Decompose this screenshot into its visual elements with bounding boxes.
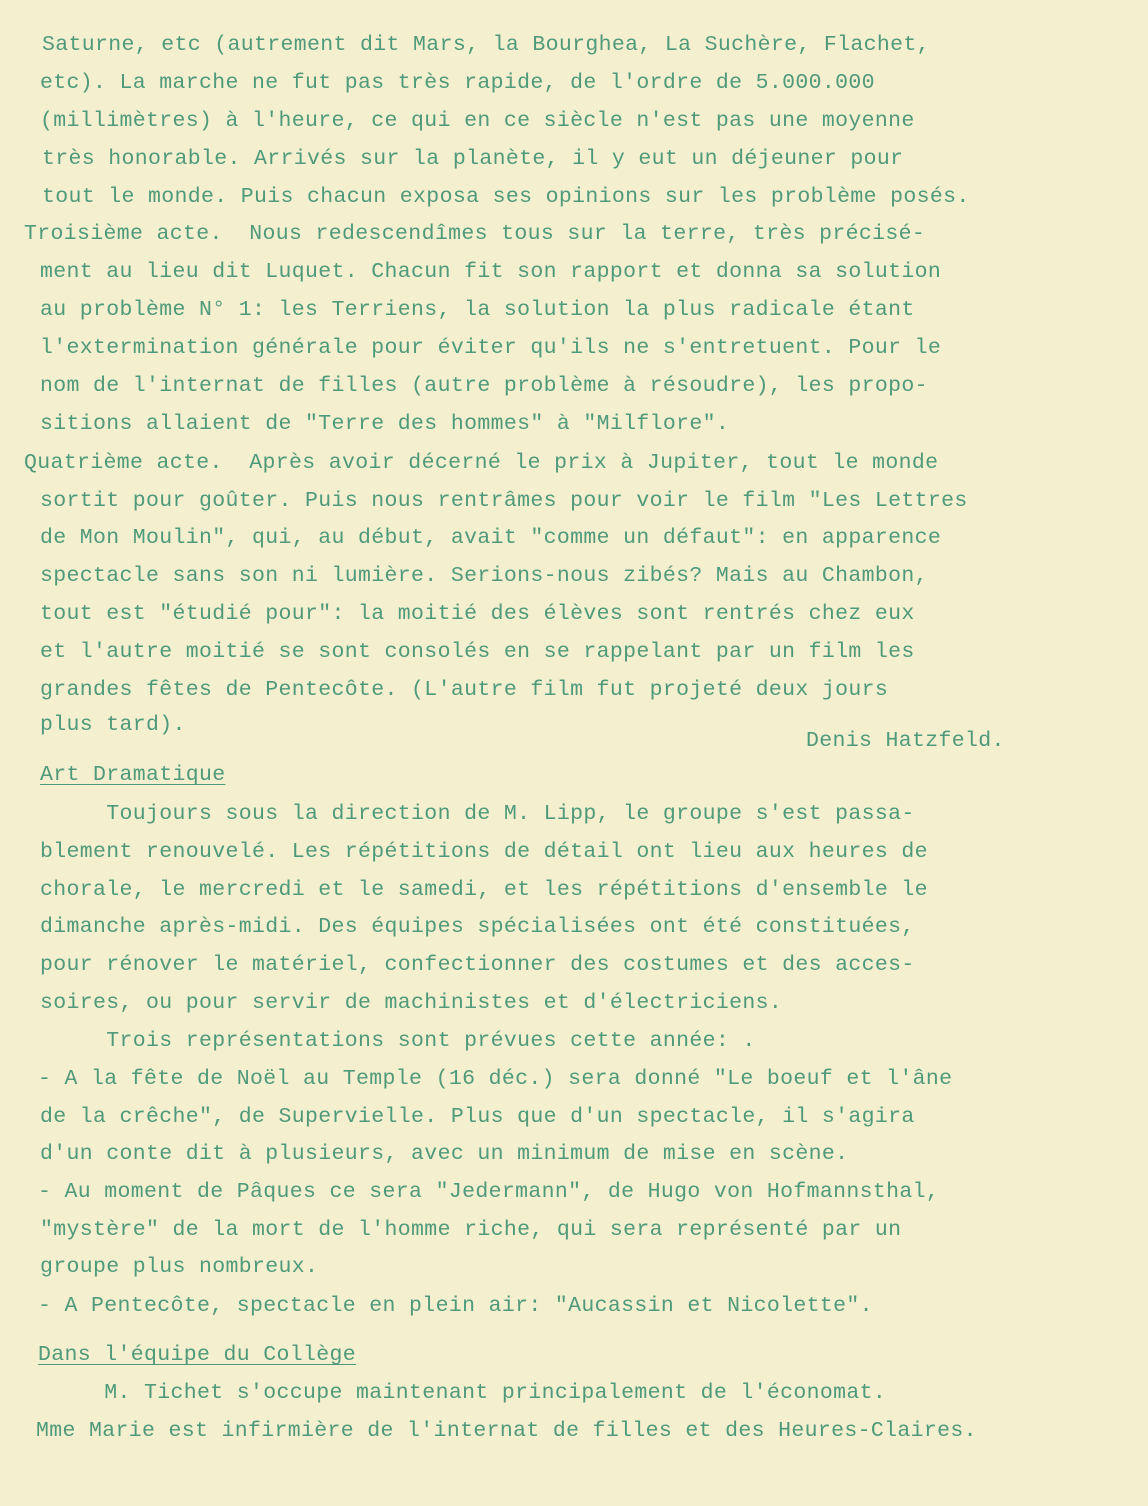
text-line: - A Pentecôte, spectacle en plein air: "Aucassin et Nicolette". <box>38 1294 873 1318</box>
text-line: Quatrième acte. Après avoir décerné le prix à Jupiter, tout le monde <box>24 451 939 475</box>
text-line: blement renouvelé. Les répétitions de détail ont lieu aux heures de <box>40 840 928 864</box>
text-line: de Mon Moulin", qui, au début, avait "comme un défaut": en apparence <box>40 526 942 550</box>
section-heading-equipe: Dans l'équipe du Collège <box>38 1343 357 1367</box>
text-line: très honorable. Arrivés sur la planète, il y eut un déjeuner pour <box>42 147 904 171</box>
text-line: dimanche après-midi. Des équipes spécialisées ont été constituées, <box>40 915 915 939</box>
text-line: (millimètres) à l'heure, ce qui en ce siècle n'est pas une moyenne <box>40 109 915 133</box>
signature: Denis Hatzfeld. <box>806 729 1005 753</box>
text-line: sortit pour goûter. Puis nous rentrâmes pour voir le film "Les Lettres <box>40 489 968 513</box>
text-line: - Au moment de Pâques ce sera "Jedermann", de Hugo von Hofmannsthal, <box>38 1180 940 1204</box>
text-line: Troisième acte. Nous redescendîmes tous sur la terre, très précisé- <box>24 222 926 246</box>
text-line: spectacle sans son ni lumière. Serions-nous zibés? Mais au Chambon, <box>40 564 928 588</box>
text-line: grandes fêtes de Pentecôte. (L'autre film fut projeté deux jours <box>40 678 889 702</box>
text-line: nom de l'internat de filles (autre problème à résoudre), les propo- <box>40 374 928 398</box>
text-line: chorale, le mercredi et le samedi, et les répétitions d'ensemble le <box>40 878 928 902</box>
text-line: au problème N° 1: les Terriens, la solution la plus radicale étant <box>40 298 915 322</box>
text-line: ment au lieu dit Luquet. Chacun fit son rapport et donna sa solution <box>40 260 942 284</box>
text-line: - A la fête de Noël au Temple (16 déc.) sera donné "Le boeuf et l'âne <box>38 1067 953 1091</box>
text-line: Saturne, etc (autrement dit Mars, la Bourghea, La Suchère, Flachet, <box>42 33 930 57</box>
text-line: tout est "étudié pour": la moitié des élèves sont rentrés chez eux <box>40 602 915 626</box>
text-line: de la crêche", de Supervielle. Plus que d'un spectacle, il s'agira <box>40 1105 915 1129</box>
text-line: d'un conte dit à plusieurs, avec un minimum de mise en scène. <box>40 1142 849 1166</box>
text-line: sitions allaient de "Terre des hommes" à "Milflore". <box>40 412 730 436</box>
text-line: tout le monde. Puis chacun exposa ses opinions sur les problème posés. <box>42 185 970 209</box>
text-line: soires, ou pour servir de machinistes et d'électriciens. <box>40 991 783 1015</box>
text-line: et l'autre moitié se sont consolés en se rappelant par un film les <box>40 640 915 664</box>
text-line: Toujours sous la direction de M. Lipp, le groupe s'est passa- <box>40 802 915 826</box>
section-heading-art-dramatique: Art Dramatique <box>40 763 226 787</box>
text-line: groupe plus nombreux. <box>40 1255 319 1279</box>
text-line: M. Tichet s'occupe maintenant principalement de l'économat. <box>38 1381 887 1405</box>
text-line: l'extermination générale pour éviter qu'ils ne s'entretuent. Pour le <box>40 336 942 360</box>
text-line: etc). La marche ne fut pas très rapide, de l'ordre de 5.000.000 <box>40 71 875 95</box>
text-line: Trois représentations sont prévues cette année: . <box>40 1029 756 1053</box>
text-line: pour rénover le matériel, confectionner des costumes et des acces- <box>40 953 915 977</box>
text-line: Mme Marie est infirmière de l'internat de filles et des Heures-Claires. <box>36 1419 977 1443</box>
text-line: "mystère" de la mort de l'homme riche, qui sera représenté par un <box>40 1218 902 1242</box>
text-line: plus tard). <box>40 713 186 737</box>
